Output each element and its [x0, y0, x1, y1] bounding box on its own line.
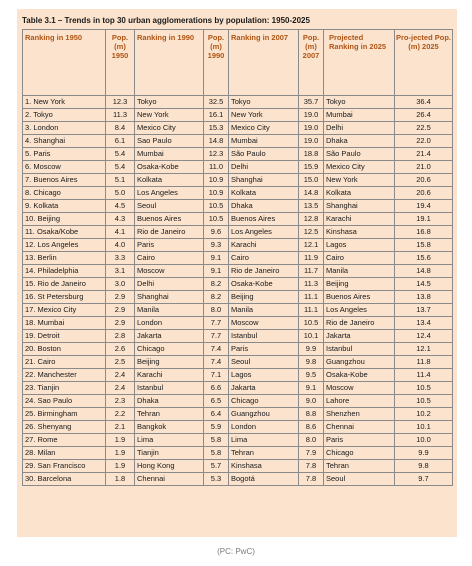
cell-pop-1950: 1.8	[106, 473, 135, 486]
cell-pop-1990: 5.7	[204, 460, 229, 473]
cell-pop-1990: 10.9	[204, 187, 229, 200]
cell-pop-2007: 11.3	[299, 278, 324, 291]
cell-rank-2007: Seoul	[229, 356, 299, 369]
cell-rank-2007: Mumbai	[229, 135, 299, 148]
table-row	[23, 356, 453, 369]
cell-pop-2007: 19.0	[299, 109, 324, 122]
cell-rank-2025: Lagos	[324, 239, 395, 252]
cell-rank-1950: 2. Tokyo	[23, 109, 106, 122]
cell-rank-2025: Lahore	[324, 395, 395, 408]
cell-pop-1990: 32.5	[204, 96, 229, 109]
cell-pop-1990: 8.0	[204, 304, 229, 317]
cell-pop-1990: 6.5	[204, 395, 229, 408]
cell-pop-2025: 26.4	[395, 109, 453, 122]
cell-rank-2007: Osaka-Kobe	[229, 278, 299, 291]
image-credit: (PC: PwC)	[217, 547, 255, 556]
cell-pop-2007: 7.8	[299, 473, 324, 486]
cell-rank-2007: Moscow	[229, 317, 299, 330]
cell-rank-1990: Tokyo	[135, 96, 204, 109]
cell-pop-1990: 15.3	[204, 122, 229, 135]
cell-pop-2007: 8.6	[299, 421, 324, 434]
cell-pop-1990: 8.2	[204, 278, 229, 291]
cell-pop-1950: 2.4	[106, 382, 135, 395]
cell-pop-2007: 15.9	[299, 161, 324, 174]
cell-rank-2007: Rio de Janeiro	[229, 265, 299, 278]
cell-pop-2007: 12.8	[299, 213, 324, 226]
cell-rank-1950: 15. Rio de Janeiro	[23, 278, 106, 291]
cell-pop-1950: 2.8	[106, 330, 135, 343]
cell-pop-1950: 3.3	[106, 252, 135, 265]
table-row	[23, 434, 453, 447]
table-row	[23, 96, 453, 109]
cell-pop-2025: 15.8	[395, 239, 453, 252]
cell-pop-2007: 35.7	[299, 96, 324, 109]
cell-rank-1990: Manila	[135, 304, 204, 317]
cell-pop-1950: 2.9	[106, 304, 135, 317]
cell-rank-1990: Istanbul	[135, 382, 204, 395]
table-row	[23, 330, 453, 343]
cell-pop-1950: 2.5	[106, 356, 135, 369]
cell-pop-1950: 5.4	[106, 161, 135, 174]
cell-rank-1990: Dhaka	[135, 395, 204, 408]
cell-pop-1950: 2.1	[106, 421, 135, 434]
cell-pop-2007: 18.8	[299, 148, 324, 161]
header-ranking-1990: Ranking in 1990	[135, 30, 204, 96]
cell-pop-2007: 9.5	[299, 369, 324, 382]
cell-rank-2025: Beijing	[324, 278, 395, 291]
cell-rank-2025: Dhaka	[324, 135, 395, 148]
cell-rank-1950: 28. Milan	[23, 447, 106, 460]
cell-pop-2025: 9.9	[395, 447, 453, 460]
cell-rank-1990: Kolkata	[135, 174, 204, 187]
cell-rank-2025: Rio de Janeiro	[324, 317, 395, 330]
cell-pop-1990: 9.1	[204, 265, 229, 278]
cell-rank-2007: Paris	[229, 343, 299, 356]
cell-pop-1990: 7.4	[204, 356, 229, 369]
cell-rank-1990: Karachi	[135, 369, 204, 382]
cell-pop-1950: 2.4	[106, 369, 135, 382]
cell-pop-1950: 5.0	[106, 187, 135, 200]
cell-pop-1950: 8.4	[106, 122, 135, 135]
cell-rank-1950: 7. Buenos Aires	[23, 174, 106, 187]
cell-pop-2025: 10.2	[395, 408, 453, 421]
table-row	[23, 304, 453, 317]
cell-rank-2007: Lagos	[229, 369, 299, 382]
cell-rank-2007: Bogotá	[229, 473, 299, 486]
cell-rank-2007: Tehran	[229, 447, 299, 460]
cell-pop-1990: 7.4	[204, 343, 229, 356]
cell-pop-2025: 13.8	[395, 291, 453, 304]
cell-pop-2007: 9.8	[299, 356, 324, 369]
cell-rank-1950: 21. Cairo	[23, 356, 106, 369]
cell-pop-1990: 5.9	[204, 421, 229, 434]
table-row	[23, 447, 453, 460]
cell-rank-1990: Tehran	[135, 408, 204, 421]
cell-rank-2025: Mumbai	[324, 109, 395, 122]
cell-pop-2025: 12.4	[395, 330, 453, 343]
cell-rank-2025: Moscow	[324, 382, 395, 395]
cell-pop-2007: 7.8	[299, 460, 324, 473]
cell-pop-1950: 2.6	[106, 343, 135, 356]
cell-rank-2025: Guangzhou	[324, 356, 395, 369]
cell-rank-1990: Lima	[135, 434, 204, 447]
cell-rank-1990: Seoul	[135, 200, 204, 213]
cell-rank-2025: Shenzhen	[324, 408, 395, 421]
header-pop-2007: Pop. (m) 2007	[299, 30, 324, 96]
table-row	[23, 226, 453, 239]
cell-rank-1990: Sao Paulo	[135, 135, 204, 148]
table-panel	[17, 9, 457, 537]
cell-rank-1950: 23. Tianjin	[23, 382, 106, 395]
cell-rank-2007: Guangzhou	[229, 408, 299, 421]
cell-rank-2025: Manila	[324, 265, 395, 278]
cell-pop-2025: 20.6	[395, 174, 453, 187]
cell-rank-2007: London	[229, 421, 299, 434]
cell-rank-1950: 14. Philadelphia	[23, 265, 106, 278]
cell-pop-1950: 2.3	[106, 395, 135, 408]
cell-pop-2007: 10.5	[299, 317, 324, 330]
table-row	[23, 473, 453, 486]
cell-rank-2007: Kolkata	[229, 187, 299, 200]
cell-rank-1990: Rio de Janeiro	[135, 226, 204, 239]
cell-rank-2007: Tokyo	[229, 96, 299, 109]
header-ranking-1950: Ranking in 1950	[23, 30, 106, 96]
cell-pop-2025: 36.4	[395, 96, 453, 109]
cell-pop-2007: 12.5	[299, 226, 324, 239]
cell-rank-1990: Tianjin	[135, 447, 204, 460]
cell-rank-1950: 6. Moscow	[23, 161, 106, 174]
cell-pop-1990: 14.8	[204, 135, 229, 148]
table-title: Table 3.1 – Trends in top 30 urban agglomerations by population: 1950-2025	[22, 16, 310, 25]
cell-pop-2007: 7.9	[299, 447, 324, 460]
table-row	[23, 382, 453, 395]
cell-rank-2025: Osaka-Kobe	[324, 369, 395, 382]
cell-rank-1950: 29. San Francisco	[23, 460, 106, 473]
cell-pop-2025: 10.5	[395, 382, 453, 395]
cell-rank-1990: Los Angeles	[135, 187, 204, 200]
cell-pop-1990: 6.4	[204, 408, 229, 421]
cell-pop-2025: 14.5	[395, 278, 453, 291]
cell-pop-1990: 5.3	[204, 473, 229, 486]
cell-rank-1950: 16. St Petersburg	[23, 291, 106, 304]
cell-rank-2007: Karachi	[229, 239, 299, 252]
header-pop-2025: Pro-jected Pop. (m) 2025	[395, 30, 453, 96]
table-body	[23, 96, 453, 486]
cell-pop-1990: 7.7	[204, 317, 229, 330]
cell-rank-1950: 22. Manchester	[23, 369, 106, 382]
cell-rank-1990: Cairo	[135, 252, 204, 265]
cell-rank-1990: Delhi	[135, 278, 204, 291]
cell-pop-2007: 15.0	[299, 174, 324, 187]
table-row	[23, 200, 453, 213]
cell-pop-2007: 11.9	[299, 252, 324, 265]
cell-pop-2007: 19.0	[299, 122, 324, 135]
cell-rank-2007: Buenos Aires	[229, 213, 299, 226]
cell-pop-1990: 16.1	[204, 109, 229, 122]
cell-rank-1950: 1. New York	[23, 96, 106, 109]
cell-rank-1950: 18. Mumbai	[23, 317, 106, 330]
cell-pop-2025: 21.4	[395, 148, 453, 161]
cell-rank-1950: 19. Detroit	[23, 330, 106, 343]
cell-rank-1990: London	[135, 317, 204, 330]
cell-rank-2007: Delhi	[229, 161, 299, 174]
table-row	[23, 421, 453, 434]
cell-rank-1950: 25. Birmingham	[23, 408, 106, 421]
table-row	[23, 343, 453, 356]
cell-pop-1950: 4.3	[106, 213, 135, 226]
cell-pop-1950: 5.1	[106, 174, 135, 187]
cell-rank-2025: Chicago	[324, 447, 395, 460]
cell-pop-1950: 2.2	[106, 408, 135, 421]
cell-rank-2025: Buenos Aires	[324, 291, 395, 304]
table-row	[23, 161, 453, 174]
cell-rank-1950: 12. Los Angeles	[23, 239, 106, 252]
cell-pop-2025: 16.8	[395, 226, 453, 239]
table-row	[23, 239, 453, 252]
table-row	[23, 135, 453, 148]
cell-rank-2025: Mexico City	[324, 161, 395, 174]
cell-rank-2007: Beijing	[229, 291, 299, 304]
table-row	[23, 395, 453, 408]
cell-rank-2007: Dhaka	[229, 200, 299, 213]
cell-rank-2025: Tehran	[324, 460, 395, 473]
cell-rank-2007: New York	[229, 109, 299, 122]
header-pop-1990: Pop. (m) 1990	[204, 30, 229, 96]
cell-rank-2007: Shanghai	[229, 174, 299, 187]
table-row	[23, 109, 453, 122]
cell-pop-2007: 10.1	[299, 330, 324, 343]
cell-pop-2025: 22.5	[395, 122, 453, 135]
header-ranking-2025: Projected Ranking in 2025	[324, 30, 395, 96]
cell-pop-1950: 5.4	[106, 148, 135, 161]
cell-pop-2025: 13.7	[395, 304, 453, 317]
cell-rank-1990: Mumbai	[135, 148, 204, 161]
cell-pop-2025: 11.8	[395, 356, 453, 369]
cell-rank-1990: New York	[135, 109, 204, 122]
cell-rank-2025: Paris	[324, 434, 395, 447]
cell-pop-2025: 10.1	[395, 421, 453, 434]
table-row	[23, 291, 453, 304]
table-row	[23, 460, 453, 473]
cell-pop-1990: 8.2	[204, 291, 229, 304]
cell-pop-2025: 10.5	[395, 395, 453, 408]
cell-rank-2025: Seoul	[324, 473, 395, 486]
cell-pop-2025: 22.0	[395, 135, 453, 148]
cell-pop-2007: 11.1	[299, 304, 324, 317]
cell-pop-1990: 9.3	[204, 239, 229, 252]
cell-pop-1950: 2.9	[106, 291, 135, 304]
cell-rank-1990: Hong Kong	[135, 460, 204, 473]
cell-pop-1990: 10.5	[204, 213, 229, 226]
cell-pop-2025: 11.4	[395, 369, 453, 382]
cell-rank-1950: 13. Berlin	[23, 252, 106, 265]
cell-rank-2007: Kinshasa	[229, 460, 299, 473]
table-row	[23, 317, 453, 330]
header-ranking-2007: Ranking in 2007	[229, 30, 299, 96]
cell-rank-1950: 27. Rome	[23, 434, 106, 447]
cell-pop-1990: 11.0	[204, 161, 229, 174]
cell-pop-2025: 15.6	[395, 252, 453, 265]
table-row	[23, 408, 453, 421]
cell-rank-1990: Chicago	[135, 343, 204, 356]
cell-rank-1950: 11. Osaka/Kobe	[23, 226, 106, 239]
cell-rank-2025: Tokyo	[324, 96, 395, 109]
cell-rank-1990: Moscow	[135, 265, 204, 278]
cell-pop-2025: 9.7	[395, 473, 453, 486]
cell-pop-1950: 1.9	[106, 447, 135, 460]
cell-pop-2007: 11.7	[299, 265, 324, 278]
cell-pop-1950: 1.9	[106, 434, 135, 447]
cell-pop-2025: 19.4	[395, 200, 453, 213]
cell-pop-2007: 8.8	[299, 408, 324, 421]
cell-pop-1950: 2.9	[106, 317, 135, 330]
cell-rank-2025: São Paulo	[324, 148, 395, 161]
cell-pop-2007: 9.0	[299, 395, 324, 408]
table-row	[23, 265, 453, 278]
population-table	[22, 29, 453, 486]
cell-rank-1950: 20. Boston	[23, 343, 106, 356]
cell-pop-1990: 10.5	[204, 200, 229, 213]
cell-rank-2007: Los Angeles	[229, 226, 299, 239]
cell-rank-1990: Buenos Aires	[135, 213, 204, 226]
table-row	[23, 148, 453, 161]
cell-pop-1950: 4.1	[106, 226, 135, 239]
cell-rank-1990: Paris	[135, 239, 204, 252]
cell-pop-2025: 9.8	[395, 460, 453, 473]
cell-pop-2025: 14.8	[395, 265, 453, 278]
cell-rank-1990: Osaka-Kobe	[135, 161, 204, 174]
cell-rank-2007: São Paulo	[229, 148, 299, 161]
cell-pop-1950: 3.0	[106, 278, 135, 291]
cell-pop-1990: 7.7	[204, 330, 229, 343]
cell-rank-1990: Shanghai	[135, 291, 204, 304]
cell-pop-1950: 4.0	[106, 239, 135, 252]
cell-rank-1990: Beijing	[135, 356, 204, 369]
header-row	[23, 30, 453, 96]
cell-pop-2025: 20.6	[395, 187, 453, 200]
cell-rank-2007: Istanbul	[229, 330, 299, 343]
cell-pop-1990: 7.1	[204, 369, 229, 382]
cell-rank-1950: 9. Kolkata	[23, 200, 106, 213]
table-row	[23, 213, 453, 226]
table-row	[23, 174, 453, 187]
cell-pop-2007: 8.0	[299, 434, 324, 447]
cell-rank-1990: Jakarta	[135, 330, 204, 343]
cell-rank-1950: 10. Beijing	[23, 213, 106, 226]
cell-pop-1990: 5.8	[204, 434, 229, 447]
cell-pop-2007: 9.9	[299, 343, 324, 356]
cell-pop-1990: 5.8	[204, 447, 229, 460]
cell-pop-1990: 10.9	[204, 174, 229, 187]
cell-rank-1990: Bangkok	[135, 421, 204, 434]
cell-rank-2025: Chennai	[324, 421, 395, 434]
cell-rank-2007: Jakarta	[229, 382, 299, 395]
cell-pop-1950: 6.1	[106, 135, 135, 148]
cell-pop-2007: 9.1	[299, 382, 324, 395]
cell-pop-1950: 11.3	[106, 109, 135, 122]
cell-rank-2025: Jakarta	[324, 330, 395, 343]
cell-rank-1950: 5. Paris	[23, 148, 106, 161]
cell-pop-2007: 13.5	[299, 200, 324, 213]
cell-rank-2007: Chicago	[229, 395, 299, 408]
cell-rank-2025: Cairo	[324, 252, 395, 265]
cell-pop-1990: 9.1	[204, 252, 229, 265]
cell-rank-2007: Mexico City	[229, 122, 299, 135]
cell-rank-2025: Karachi	[324, 213, 395, 226]
cell-rank-1950: 17. Mexico City	[23, 304, 106, 317]
cell-rank-1990: Mexico City	[135, 122, 204, 135]
cell-pop-2007: 11.1	[299, 291, 324, 304]
cell-pop-2025: 10.0	[395, 434, 453, 447]
cell-rank-1950: 8. Chicago	[23, 187, 106, 200]
table-row	[23, 278, 453, 291]
table-row	[23, 122, 453, 135]
cell-rank-1950: 3. London	[23, 122, 106, 135]
cell-pop-2025: 21.0	[395, 161, 453, 174]
cell-rank-1950: 24. Sao Paulo	[23, 395, 106, 408]
cell-rank-2007: Manila	[229, 304, 299, 317]
table-row	[23, 187, 453, 200]
cell-pop-1950: 1.9	[106, 460, 135, 473]
cell-pop-2025: 12.1	[395, 343, 453, 356]
cell-pop-1990: 6.6	[204, 382, 229, 395]
cell-rank-1950: 26. Shenyang	[23, 421, 106, 434]
cell-rank-1950: 30. Barcelona	[23, 473, 106, 486]
cell-pop-2007: 12.1	[299, 239, 324, 252]
cell-pop-2007: 14.8	[299, 187, 324, 200]
cell-pop-2025: 19.1	[395, 213, 453, 226]
cell-rank-2025: Los Angeles	[324, 304, 395, 317]
cell-pop-2007: 19.0	[299, 135, 324, 148]
cell-rank-2025: Shanghai	[324, 200, 395, 213]
cell-pop-1990: 9.6	[204, 226, 229, 239]
cell-rank-2025: Kolkata	[324, 187, 395, 200]
table-row	[23, 252, 453, 265]
cell-rank-1950: 4. Shanghai	[23, 135, 106, 148]
cell-rank-1990: Chennai	[135, 473, 204, 486]
cell-rank-2025: Istanbul	[324, 343, 395, 356]
header-pop-1950: Pop. (m) 1950	[106, 30, 135, 96]
cell-pop-1950: 4.5	[106, 200, 135, 213]
cell-rank-2007: Lima	[229, 434, 299, 447]
cell-rank-2025: Kinshasa	[324, 226, 395, 239]
cell-pop-1990: 12.3	[204, 148, 229, 161]
cell-rank-2007: Cairo	[229, 252, 299, 265]
cell-pop-2025: 13.4	[395, 317, 453, 330]
cell-rank-2025: New York	[324, 174, 395, 187]
cell-pop-1950: 3.1	[106, 265, 135, 278]
table-row	[23, 369, 453, 382]
cell-rank-2025: Delhi	[324, 122, 395, 135]
cell-pop-1950: 12.3	[106, 96, 135, 109]
